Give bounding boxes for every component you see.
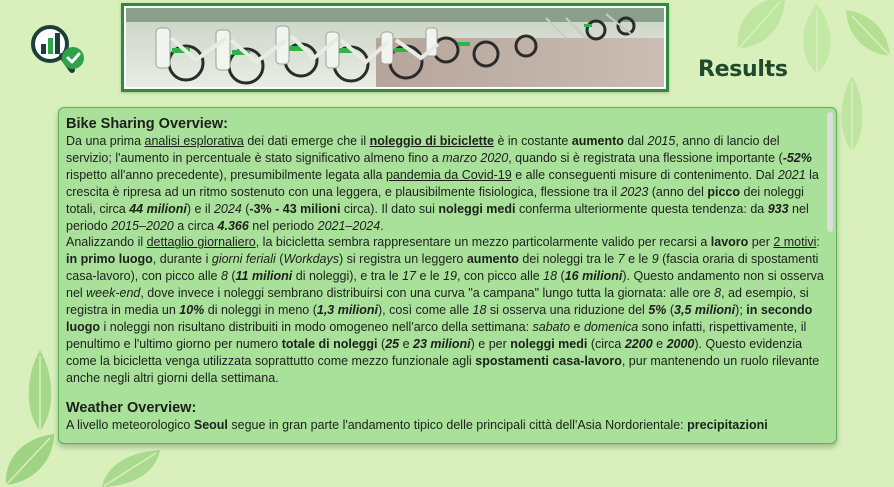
leaf-decoration-bottom-mid — [98, 448, 164, 487]
link-analisi-esplorativa[interactable]: analisi esplorativa — [144, 134, 244, 148]
bike-sharing-banner — [121, 3, 669, 92]
leaf-decoration-top-right-2 — [795, 2, 840, 77]
link-dettaglio-giornaliero[interactable]: dettaglio giornaliero — [146, 235, 256, 250]
link-pandemia[interactable]: pandemia da Covid-19 — [385, 167, 512, 182]
leaf-decoration-bottom-left-2 — [2, 430, 57, 487]
panel-content — [66, 115, 824, 434]
leaf-decoration-top-right-1 — [730, 0, 790, 54]
weather-paragraph: A livello meteorologico Seoul segue in gran parte l'andamento tipico delle principali città dell'Asia Nordorientale: precipitazioni — [66, 417, 768, 432]
link-2-motivi[interactable]: 2 motivi — [773, 235, 817, 250]
chart-magnifier-check-icon — [28, 22, 90, 84]
panel-scrollbar[interactable] — [827, 112, 833, 232]
bike-paragraph-2: Analizzando il dettaglio giornaliero, la bicicletta sembra rappresentare un mezzo particolarmente valido per recarsi a lavoro per 2 motivi: in primo luogo, durante i giorni feriali (Workdays) si registra un leggero aumento dei noleggi tra le 7 e le 9 (fascia oraria di spostamenti casa-lavoro), con picco alle 8 (11 milioni di noleggi), e tra le 17 e le 19, con picco alle 18 (16 milioni). Questo andamento non si osserva nel week-end, dove invece i noleggi sembrano distribuirsi con una curva "a campana" lungo tutta la giornata: alle ore 8, ad esempio, si registra in media un 10% di noleggi in meno (1,3 milioni), così come alle 18 si osserva una riduzione del 5% (3,5 milioni); in secondo luogo i noleggi non risultano distribuiti in modo omogeneo nell'arco della settimana: sabato e domenica sono infatti, rispettivamente, il penultimo e l'ultimo giorno per numero totale di noleggi (25 e 23 milioni) e per noleggi medi (circa 2200 e 2000). Questo evidenzia come la bicicletta venga utilizzata soprattutto come mezzo funzionale agli spostamenti casa-lavoro, pur mantenendo un ruolo rilevante anche negli altri giorni della settimana. — [66, 235, 824, 385]
leaf-decoration-right-mid — [836, 74, 868, 154]
leaf-decoration-top-right-3 — [842, 8, 894, 58]
bike-paragraph-1: Da una prima analisi esplorativa dei dati emerge che il noleggio di biciclette è in costante aumento dal 2015, anno di lancio del servizio; l'aumento in percentuale è stato significativo almeno fino a marzo 2020, quando si è registrata una flessione importante (-52% rispetto all'anno precedente), presumibilmente legata alla pandemia da Covid-19 e alle conseguenti misure di contenimento. Dal 2021 la crescita è ripresa ad un ritmo sostenuto con una leggera, e plausibilmente fisiologica, flessione tra il 2023 (anno del picco dei noleggi totali, circa 44 milioni) e il 2024 (-3% - 43 milioni circa). Il dato sui noleggi medi conferma ulteriormente questa tendenza: da 933 nel periodo 2015–2020 a circa 4.366 nel periodo 2021–2024. — [66, 134, 819, 233]
bike-sharing-photo — [126, 8, 664, 87]
bike-section-title: Bike Sharing Overview: — [66, 116, 228, 132]
results-panel[interactable] — [58, 107, 837, 444]
page-title: Results — [698, 57, 788, 82]
weather-section-title: Weather Overview: — [66, 399, 197, 416]
leaf-decoration-bottom-left-1 — [22, 348, 58, 433]
